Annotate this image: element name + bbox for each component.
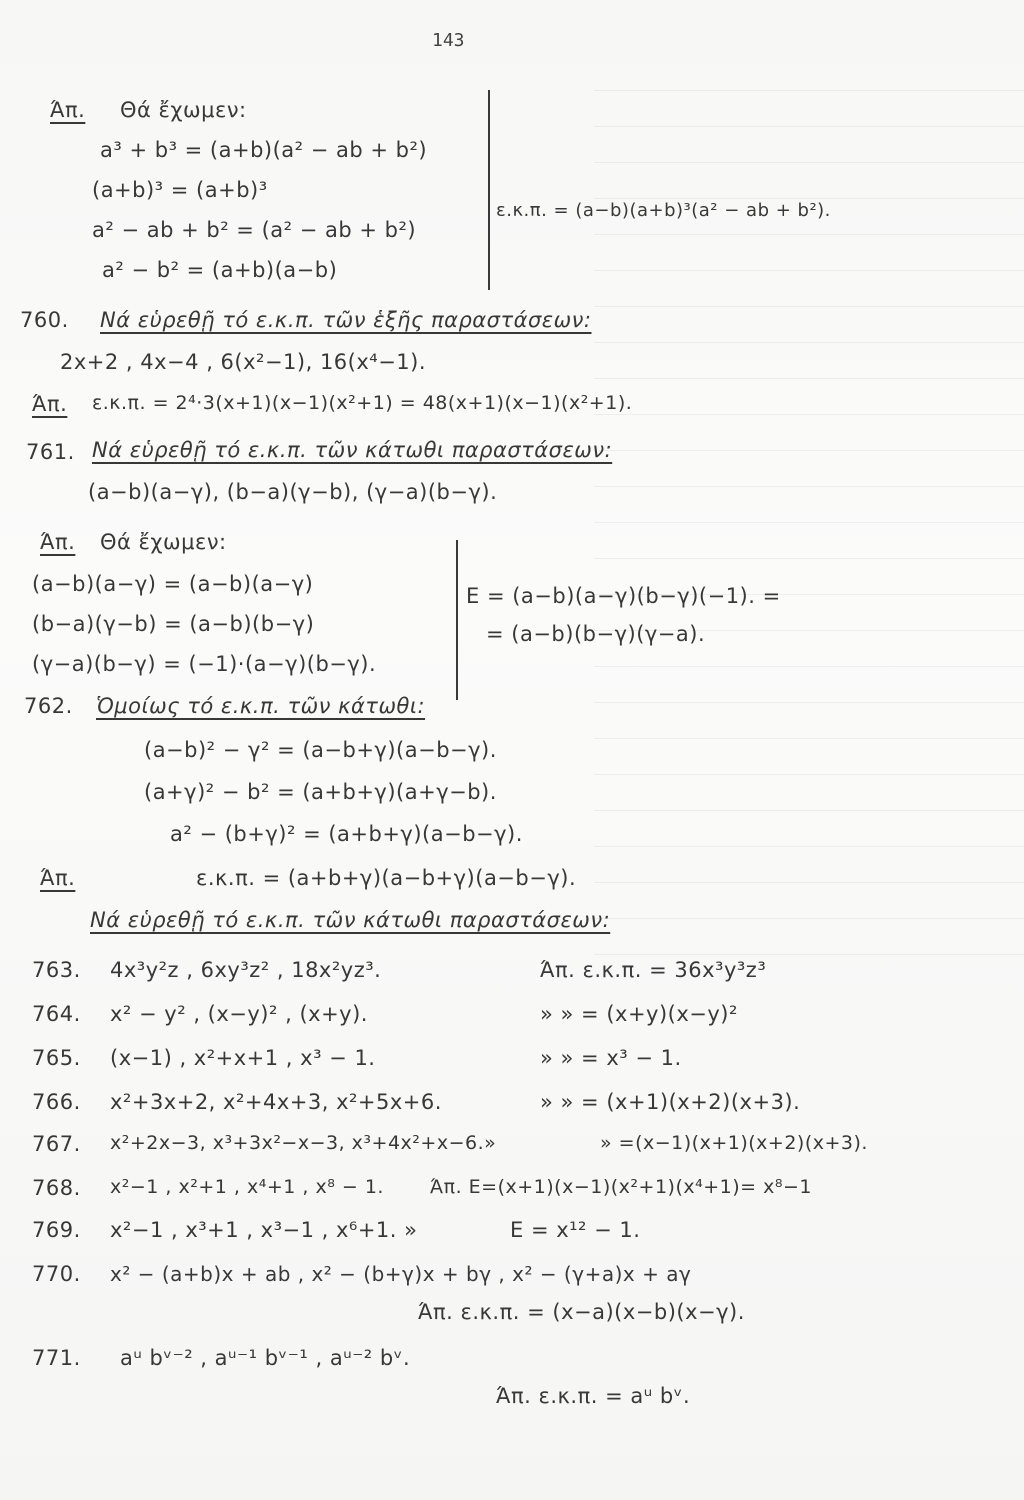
- exercise-764-expression: x² − y² , (x−y)² , (x+y).: [110, 1002, 368, 1026]
- block1-divider: [488, 90, 490, 290]
- p761-line-2: (b−a)(γ−b) = (a−b)(b−γ): [32, 612, 315, 636]
- p761-expression: (a−b)(a−γ), (b−a)(γ−b), (γ−a)(b−γ).: [88, 480, 498, 504]
- p762-number: 762.: [24, 694, 73, 718]
- exercise-771-number: 771.: [32, 1346, 81, 1370]
- exercise-770-number: 770.: [32, 1262, 81, 1286]
- p762-answer: ε.κ.π. = (a+b+γ)(a−b+γ)(a−b−γ).: [196, 866, 577, 890]
- block1-line-1: a³ + b³ = (a+b)(a² − ab + b²): [100, 138, 428, 162]
- p761-result-2: = (a−b)(b−γ)(γ−a).: [486, 622, 706, 646]
- p760-title: Νά εὑρεθῇ τό ε.κ.π. τῶν ἑξῆς παραστάσεων:: [100, 308, 592, 332]
- block1-line-2: (a+b)³ = (a+b)³: [92, 178, 268, 202]
- block1-answer-label: Άπ.: [50, 98, 86, 122]
- p761-answer-label: Άπ.: [40, 530, 76, 554]
- block1-line-3: a² − ab + b² = (a² − ab + b²): [92, 218, 417, 242]
- block1-line-4: a² − b² = (a+b)(a−b): [102, 258, 338, 282]
- block1-intro: Θά ἔχωμεν:: [120, 98, 247, 122]
- exercise-769-expression: x²−1 , x³+1 , x³−1 , x⁶+1. »: [110, 1218, 418, 1242]
- p760-expression: 2x+2 , 4x−4 , 6(x²−1), 16(x⁴−1).: [60, 350, 427, 374]
- p761-line-1: (a−b)(a−γ) = (a−b)(a−γ): [32, 572, 314, 596]
- exercise-770-answer: Άπ. ε.κ.π. = (x−a)(x−b)(x−γ).: [418, 1300, 745, 1324]
- exercise-764-answer: » » = (x+y)(x−y)²: [540, 1002, 738, 1026]
- bleed-through-ghost: [594, 60, 1024, 980]
- p762-title: Ὁμοίως τό ε.κ.π. τῶν κάτωθι:: [96, 694, 426, 718]
- p762-answer-label: Άπ.: [40, 866, 76, 890]
- p761-title: Νά εὑρεθῇ τό ε.κ.π. τῶν κάτωθι παραστάσεων:: [92, 438, 613, 462]
- p761-line-3: (γ−a)(b−γ) = (−1)·(a−γ)(b−γ).: [32, 652, 377, 676]
- p762-line-3: a² − (b+γ)² = (a+b+γ)(a−b−γ).: [170, 822, 523, 846]
- exercise-770-expression: x² − (a+b)x + ab , x² − (b+γ)x + bγ , x² − (γ+a)x + aγ: [110, 1262, 692, 1286]
- p761-number: 761.: [26, 440, 75, 464]
- exercise-765-answer: » » = x³ − 1.: [540, 1046, 682, 1070]
- exercise-768-answer: Άπ. E=(x+1)(x−1)(x²+1)(x⁴+1)= x⁸−1: [430, 1176, 812, 1198]
- exercise-769-answer: E = x¹² − 1.: [510, 1218, 641, 1242]
- exercise-766-expression: x²+3x+2, x²+4x+3, x²+5x+6.: [110, 1090, 442, 1114]
- p761-intro: Θά ἔχωμεν:: [100, 530, 227, 554]
- exercise-768-expression: x²−1 , x²+1 , x⁴+1 , x⁸ − 1.: [110, 1176, 384, 1198]
- exercise-767-number: 767.: [32, 1132, 81, 1156]
- p761-divider: [456, 540, 458, 700]
- page-number: 143: [432, 30, 465, 51]
- exercise-771-expression: aᵘ bᵛ⁻² , aᵘ⁻¹ bᵛ⁻¹ , aᵘ⁻² bᵛ.: [120, 1346, 411, 1370]
- p760-answer-label: Άπ.: [32, 392, 68, 416]
- section-heading: Νά εὑρεθῇ τό ε.κ.π. τῶν κάτωθι παραστάσεων:: [90, 908, 611, 932]
- p760-number: 760.: [20, 308, 69, 332]
- p762-line-1: (a−b)² − γ² = (a−b+γ)(a−b−γ).: [144, 738, 497, 762]
- exercise-768-number: 768.: [32, 1176, 81, 1200]
- p762-line-2: (a+γ)² − b² = (a+b+γ)(a+γ−b).: [144, 780, 497, 804]
- exercise-765-number: 765.: [32, 1046, 81, 1070]
- exercise-763-expression: 4x³y²z , 6xy³z² , 18x²yz³.: [110, 958, 382, 982]
- exercise-764-number: 764.: [32, 1002, 81, 1026]
- exercise-766-number: 766.: [32, 1090, 81, 1114]
- exercise-769-number: 769.: [32, 1218, 81, 1242]
- exercise-766-answer: » » = (x+1)(x+2)(x+3).: [540, 1090, 801, 1114]
- exercise-763-number: 763.: [32, 958, 81, 982]
- exercise-767-answer: » =(x−1)(x+1)(x+2)(x+3).: [600, 1132, 868, 1154]
- p760-answer: ε.κ.π. = 2⁴·3(x+1)(x−1)(x²+1) = 48(x+1)(x−1)(x²+1).: [92, 392, 633, 414]
- block1-result: ε.κ.π. = (a−b)(a+b)³(a² − ab + b²).: [496, 200, 831, 221]
- exercise-767-expression: x²+2x−3, x³+3x²−x−3, x³+4x²+x−6.»: [110, 1132, 497, 1154]
- exercise-763-answer: Άπ. ε.κ.π. = 36x³y³z³: [540, 958, 767, 982]
- exercise-771-answer: Άπ. ε.κ.π. = aᵘ bᵛ.: [496, 1384, 691, 1408]
- p761-result-1: E = (a−b)(a−γ)(b−γ)(−1). =: [466, 584, 781, 608]
- exercise-765-expression: (x−1) , x²+x+1 , x³ − 1.: [110, 1046, 376, 1070]
